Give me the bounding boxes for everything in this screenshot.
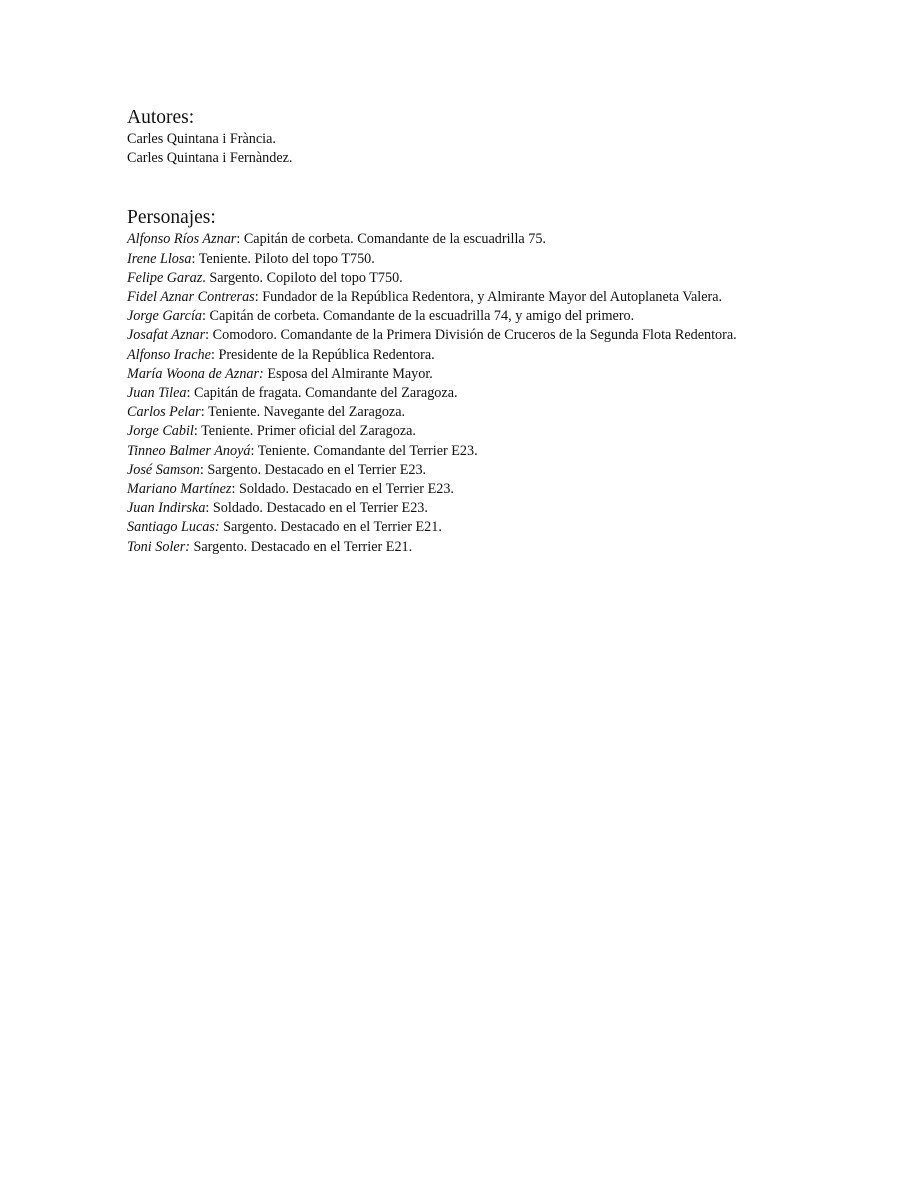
character-description: Esposa del Almirante Mayor. bbox=[263, 365, 433, 382]
character-name: María Woona de Aznar: bbox=[127, 365, 264, 382]
character-name: Irene Llosa bbox=[127, 250, 192, 267]
character-entry bbox=[127, 422, 789, 441]
character-separator: . bbox=[202, 269, 206, 286]
character-entry bbox=[127, 403, 789, 422]
character-entry bbox=[127, 230, 789, 249]
character-name: Toni Soler: bbox=[127, 538, 190, 555]
character-description: Capitán de corbeta. Comandante de la escuadrilla 75. bbox=[240, 231, 546, 248]
character-description: Sargento. Destacado en el Terrier E21. bbox=[189, 538, 413, 555]
character-entry bbox=[127, 442, 789, 461]
character-description: Teniente. Piloto del topo T750. bbox=[195, 250, 375, 267]
character-description: Capitán de fragata. Comandante del Zaragoza. bbox=[190, 385, 458, 402]
characters-heading: Personajes: bbox=[127, 207, 216, 229]
character-separator: : bbox=[202, 308, 206, 325]
character-description: Capitán de corbeta. Comandante de la escuadrilla 74, y amigo del primero. bbox=[205, 308, 635, 325]
character-description: Sargento. Copiloto del topo T750. bbox=[205, 269, 403, 286]
character-name: Jorge Cabil bbox=[127, 423, 194, 440]
character-separator: : bbox=[191, 250, 196, 267]
character-name: Juan Indirska bbox=[127, 500, 206, 517]
character-entry bbox=[127, 518, 789, 537]
character-description: Teniente. Navegante del Zaragoza. bbox=[204, 404, 406, 421]
character-description: Teniente. Primer oficial del Zaragoza. bbox=[197, 423, 416, 440]
character-separator: : bbox=[236, 231, 241, 248]
character-description: Teniente. Comandante del Terrier E23. bbox=[254, 442, 478, 459]
character-entry bbox=[127, 365, 789, 384]
character-entry bbox=[127, 480, 789, 499]
character-name: Josafat Aznar bbox=[127, 327, 206, 344]
section-spacer bbox=[127, 168, 789, 206]
characters-section bbox=[127, 206, 789, 556]
character-separator: : bbox=[186, 385, 191, 402]
character-separator: : bbox=[200, 404, 205, 421]
character-description: Fundador de la República Redentora, y Almirante Mayor del Autoplaneta Valera. bbox=[258, 289, 723, 306]
character-entry bbox=[127, 269, 789, 288]
character-entry bbox=[127, 384, 789, 403]
authors-heading: Autores: bbox=[127, 107, 195, 128]
page-content bbox=[127, 106, 789, 557]
character-description: Sargento. Destacado en el Terrier E23. bbox=[203, 461, 427, 478]
character-name: Alfonso Ríos Aznar bbox=[127, 231, 237, 248]
character-description: Presidente de la República Redentora. bbox=[214, 346, 435, 363]
character-name: Fidel Aznar Contreras bbox=[127, 289, 255, 306]
character-separator: : bbox=[205, 327, 210, 344]
author-line: Carles Quintana i Frància. bbox=[127, 131, 276, 147]
character-description: Sargento. Destacado en el Terrier E21. bbox=[219, 519, 442, 536]
character-entry bbox=[127, 538, 789, 557]
character-entry bbox=[127, 307, 789, 326]
character-separator: : bbox=[231, 481, 236, 498]
character-name: Santiago Lucas: bbox=[127, 519, 220, 536]
character-separator: : bbox=[199, 461, 204, 478]
character-description: Comodoro. Comandante de la Primera División de Cruceros de la Segunda Flota Redentora. bbox=[209, 327, 737, 344]
character-name: Jorge García bbox=[127, 308, 202, 325]
character-entry bbox=[127, 346, 789, 365]
character-list bbox=[127, 230, 789, 556]
character-entry bbox=[127, 499, 789, 518]
character-name: Felipe Garaz bbox=[127, 269, 203, 286]
character-name: Alfonso Irache bbox=[127, 346, 211, 363]
character-description: Soldado. Destacado en el Terrier E23. bbox=[235, 481, 454, 498]
character-name: Juan Tilea bbox=[127, 385, 187, 402]
character-name: Carlos Pelar bbox=[127, 404, 201, 421]
character-separator: : bbox=[193, 423, 198, 440]
character-name: Mariano Martínez bbox=[127, 481, 232, 498]
character-entry bbox=[127, 326, 789, 345]
author-line: Carles Quintana i Fernàndez. bbox=[127, 150, 293, 167]
character-entry bbox=[127, 250, 789, 269]
character-entry bbox=[127, 461, 789, 480]
authors-section bbox=[127, 106, 789, 168]
character-description: Soldado. Destacado en el Terrier E23. bbox=[209, 500, 428, 517]
character-name: Tinneo Balmer Anoyá bbox=[127, 442, 251, 459]
character-separator: : bbox=[210, 346, 215, 363]
character-separator: : bbox=[250, 442, 255, 459]
character-entry bbox=[127, 288, 789, 307]
character-separator: : bbox=[205, 500, 210, 517]
character-separator: : bbox=[254, 289, 259, 306]
character-name: José Samson bbox=[127, 461, 200, 478]
